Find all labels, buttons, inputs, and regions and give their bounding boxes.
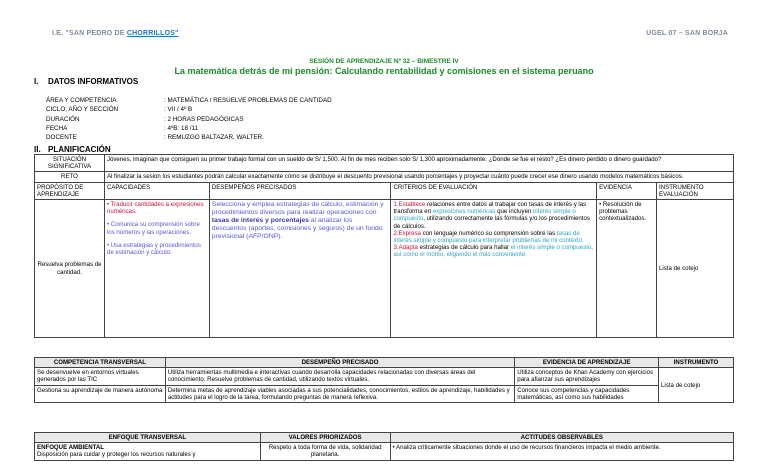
info-key: CICLO, AÑO Y SECCIÓN	[46, 106, 119, 114]
capacidad-item: • Usa estrategias y procedimientos de estimación y cálculo.	[106, 241, 201, 257]
criterio-1	[393, 201, 594, 230]
info-block	[46, 96, 332, 142]
header-evidencia: EVIDENCIA	[597, 182, 657, 199]
desempeno-text: Determina metas de aprendizaje viables asociadas a sus potencialidades, conocimientos, estilos de aprendizaje, habilidades y actitudes para el logro de la tarea, formulando preguntas de manera reflexiva.	[165, 385, 514, 402]
header-desempeno-precisado: DESEMPEÑO PRECISADO	[165, 358, 514, 368]
reto-text: Al finalizar la sesion los estudiantes podrán calcular exactamente cómo se distribuye el descuento previsional usando porcentajes y proyectar cuánto puede crecer ese dinero usando modelos matemáticos básicos.	[104, 172, 733, 182]
section-datos-informativos	[34, 77, 138, 86]
header-proposito: PROPÓSITO DE APRENDIZAJE	[35, 182, 105, 199]
evidencia-text: Conoce sus competencias y capacidades matemáticas, así como sus habilidades	[515, 385, 659, 402]
header-instrumento: INSTRUMENTO EVALUACIÓN	[657, 182, 734, 199]
criterio-verb: Expresa	[398, 229, 421, 237]
info-row	[46, 105, 332, 114]
criterio-part: relaciones entre datos al trabajar con tasas de interés y las transforma en	[393, 201, 587, 216]
info-key: FECHA	[46, 124, 68, 132]
desempeno-text	[209, 200, 391, 338]
header-capacidades: CAPACIDADES	[104, 182, 209, 199]
info-key: ÁREA Y COMPETENCIA	[46, 97, 117, 104]
section-number: I.	[34, 77, 39, 86]
enfoque-row	[35, 443, 734, 460]
info-row	[46, 96, 332, 105]
enfoque-desc: Disposición para cuidar y proteger los recursos naturales y	[37, 451, 196, 459]
section-number: II.	[34, 145, 41, 154]
header-competencia-transversal: COMPETENCIA TRANSVERSAL	[35, 358, 166, 368]
school-name-prefix: I.E. "SAN PEDRO DE	[52, 30, 127, 37]
desempeno-text: Utiliza herramientas multimedia e interactivas cuando desarrolla capacidades relacionadas con diversas áreas del conocimiento. Resuelve problemas de cantidad, utilizando textos virtuales.	[165, 368, 514, 385]
planning-header-row	[35, 182, 734, 199]
capacidad-text: Traducir cantidades a expresiones numéricas.	[106, 201, 204, 216]
situacion-row	[35, 155, 734, 172]
desempeno-part: al analizar los descuentos (aportes, comisiones y seguros) de un fondo previsional (AFP/ONP).	[211, 217, 383, 241]
situacion-text: Jóvenes, imaginan que consiguen su primer trabajo formal con un sueldo de S/ 1,500. Al fin de mes reciben solo S/ 1,300 aproximadamente. ¿Dónde se fue el resto? ¿Es dinero perdido o dinero guardado?	[104, 155, 733, 172]
session-title: SESIÓN DE APRENDIZAJE Nº 32 – BIMESTRE IV	[309, 58, 459, 65]
desempeno-part: Selecciona y emplea estrategias de cálculo, estimación y procedimientos diversos para realizar operaciones con	[211, 201, 384, 217]
desempeno-highlight: tasas de interés y porcentajes	[211, 217, 309, 225]
header-evidencia-aprendizaje: EVIDENCIA DE APRENDIZAJE	[515, 358, 659, 368]
criterio-part: , utilizando correctamente las fórmulas y/o los procedimientos de cálculos.	[393, 215, 590, 230]
valores-text: Respeto a toda forma de vida, solidaridad planetaria.	[260, 443, 390, 460]
criterios-cell	[391, 200, 597, 338]
section-label: PLANIFICACIÓN	[48, 145, 111, 154]
info-row	[46, 115, 332, 124]
criterio-part: que incluyen	[495, 208, 534, 216]
ugel-label: UGEL 07 – SAN BORJA	[646, 30, 728, 37]
instrumento-text: Lista de cotejo	[657, 200, 734, 338]
info-value: : VII / 4º B	[164, 106, 193, 114]
actitud-text: Analiza críticamente situaciones donde el uso de recursos financieros impacta el medio ambiente.	[396, 444, 661, 452]
info-key: DURACIÓN	[46, 115, 80, 123]
section-label: DATOS INFORMATIVOS	[48, 77, 139, 86]
enfoque-cell	[35, 443, 261, 460]
evidencia-text: Utiliza conceptos de Khan Academy con ejercicios para afianzar sus aprendizajes	[515, 368, 659, 385]
capacidad-item: • Traducir cantidades a expresiones numéricas.	[106, 201, 204, 216]
criterio-highlight: expresiones numéricas	[432, 208, 496, 216]
transversal-header-row	[35, 358, 734, 368]
transversal-row	[35, 385, 734, 402]
evidencia-text: Resolución de problemas contextualizados.	[599, 201, 647, 223]
header-actitudes-observables: ACTITUDES OBSERVABLES	[390, 433, 733, 443]
reto-label: RETO	[35, 172, 105, 182]
header-criterios: CRITERIOS DE EVALUACIÓN	[391, 182, 597, 199]
evidencia-cell: • Resolución de problemas contextualizados.	[597, 200, 657, 338]
header-instrumento: INSTRUMENTO	[659, 358, 734, 368]
info-value: : MATEMÁTICA / RESUELVE PROBLEMAS DE CANTIDAD	[164, 97, 332, 104]
criterio-part: con lenguaje numérico su comprensión sobre las	[420, 229, 557, 237]
criterio-highlight: interés simple o compuesto	[393, 208, 576, 223]
criterio-number: 1.	[393, 201, 399, 209]
actitud-cell: • Analiza críticamente situaciones donde el uso de recursos financieros impacta el medio ambiente.	[390, 443, 733, 460]
criterio-3	[393, 244, 594, 258]
enfoque-table	[34, 432, 734, 461]
criterio-part: estrategias de cálculo para hallar	[417, 244, 511, 252]
enfoque-title: ENFOQUE AMBIENTAL	[37, 444, 105, 452]
criterio-number: 2.	[393, 229, 399, 237]
criterio-2	[393, 230, 594, 244]
info-row	[46, 133, 332, 142]
criterio-number: 3.	[393, 244, 399, 252]
proposito-text: Resuelva problemas de cantidad.	[35, 200, 105, 338]
header-valores-priorizados: VALORES PRIORIZADOS	[260, 433, 390, 443]
info-value: : 2 HORAS PEDAGÓGICAS	[164, 115, 244, 123]
info-value: : 4ºB: 18 /11	[164, 124, 199, 132]
transversal-table	[34, 357, 734, 403]
planning-table	[34, 154, 734, 338]
criterio-highlight: el interés simple o compuesto, así como el monto, eligiendo el más conveniente.	[393, 244, 594, 259]
capacidad-text: Usa estrategias y procedimientos de estimación y cálculo.	[106, 241, 201, 257]
info-row	[46, 124, 332, 133]
session-subtitle: La matemática detrás de mi pensión: Calculando rentabilidad y comisiones en el sistema peruano	[174, 66, 594, 76]
instrumento-text: Lista de cotejo	[659, 368, 734, 403]
planning-body-row	[35, 200, 734, 338]
competencia-text: Gestiona su aprendizaje de manera autónoma	[35, 385, 166, 402]
info-value: : REMUZGO BALTAZAR, WALTER.	[164, 134, 264, 142]
capacidades-cell	[104, 200, 209, 338]
info-key: DOCENTE	[46, 134, 77, 142]
enfoque-header-row	[35, 433, 734, 443]
school-name	[52, 30, 179, 37]
criterio-verb: Adapta	[398, 244, 418, 252]
capacidad-item: • Comunica su comprensión sobre los números y las operaciones.	[106, 221, 200, 236]
criterio-verb: Establece	[398, 201, 426, 209]
competencia-text: Se desenvuelve en entornos virtuales generados por las TIC	[35, 368, 166, 385]
header-desempenos: DESEMPEÑOS PRECISADOS	[209, 182, 391, 199]
transversal-row	[35, 368, 734, 385]
situacion-label: SITUACIÓN SIGNIFICATIVA	[35, 155, 105, 172]
criterio-highlight: tasas de interés simple y compuesto para interpretar problemas de mi contexto.	[393, 229, 584, 245]
capacidad-text: Comunica su comprensión sobre los números y las operaciones.	[106, 221, 200, 236]
reto-row	[35, 172, 734, 182]
section-planificacion	[34, 145, 111, 154]
school-name-underlined: CHORRILLOS"	[126, 30, 179, 37]
header-enfoque-transversal: ENFOQUE TRANSVERSAL	[35, 433, 261, 443]
